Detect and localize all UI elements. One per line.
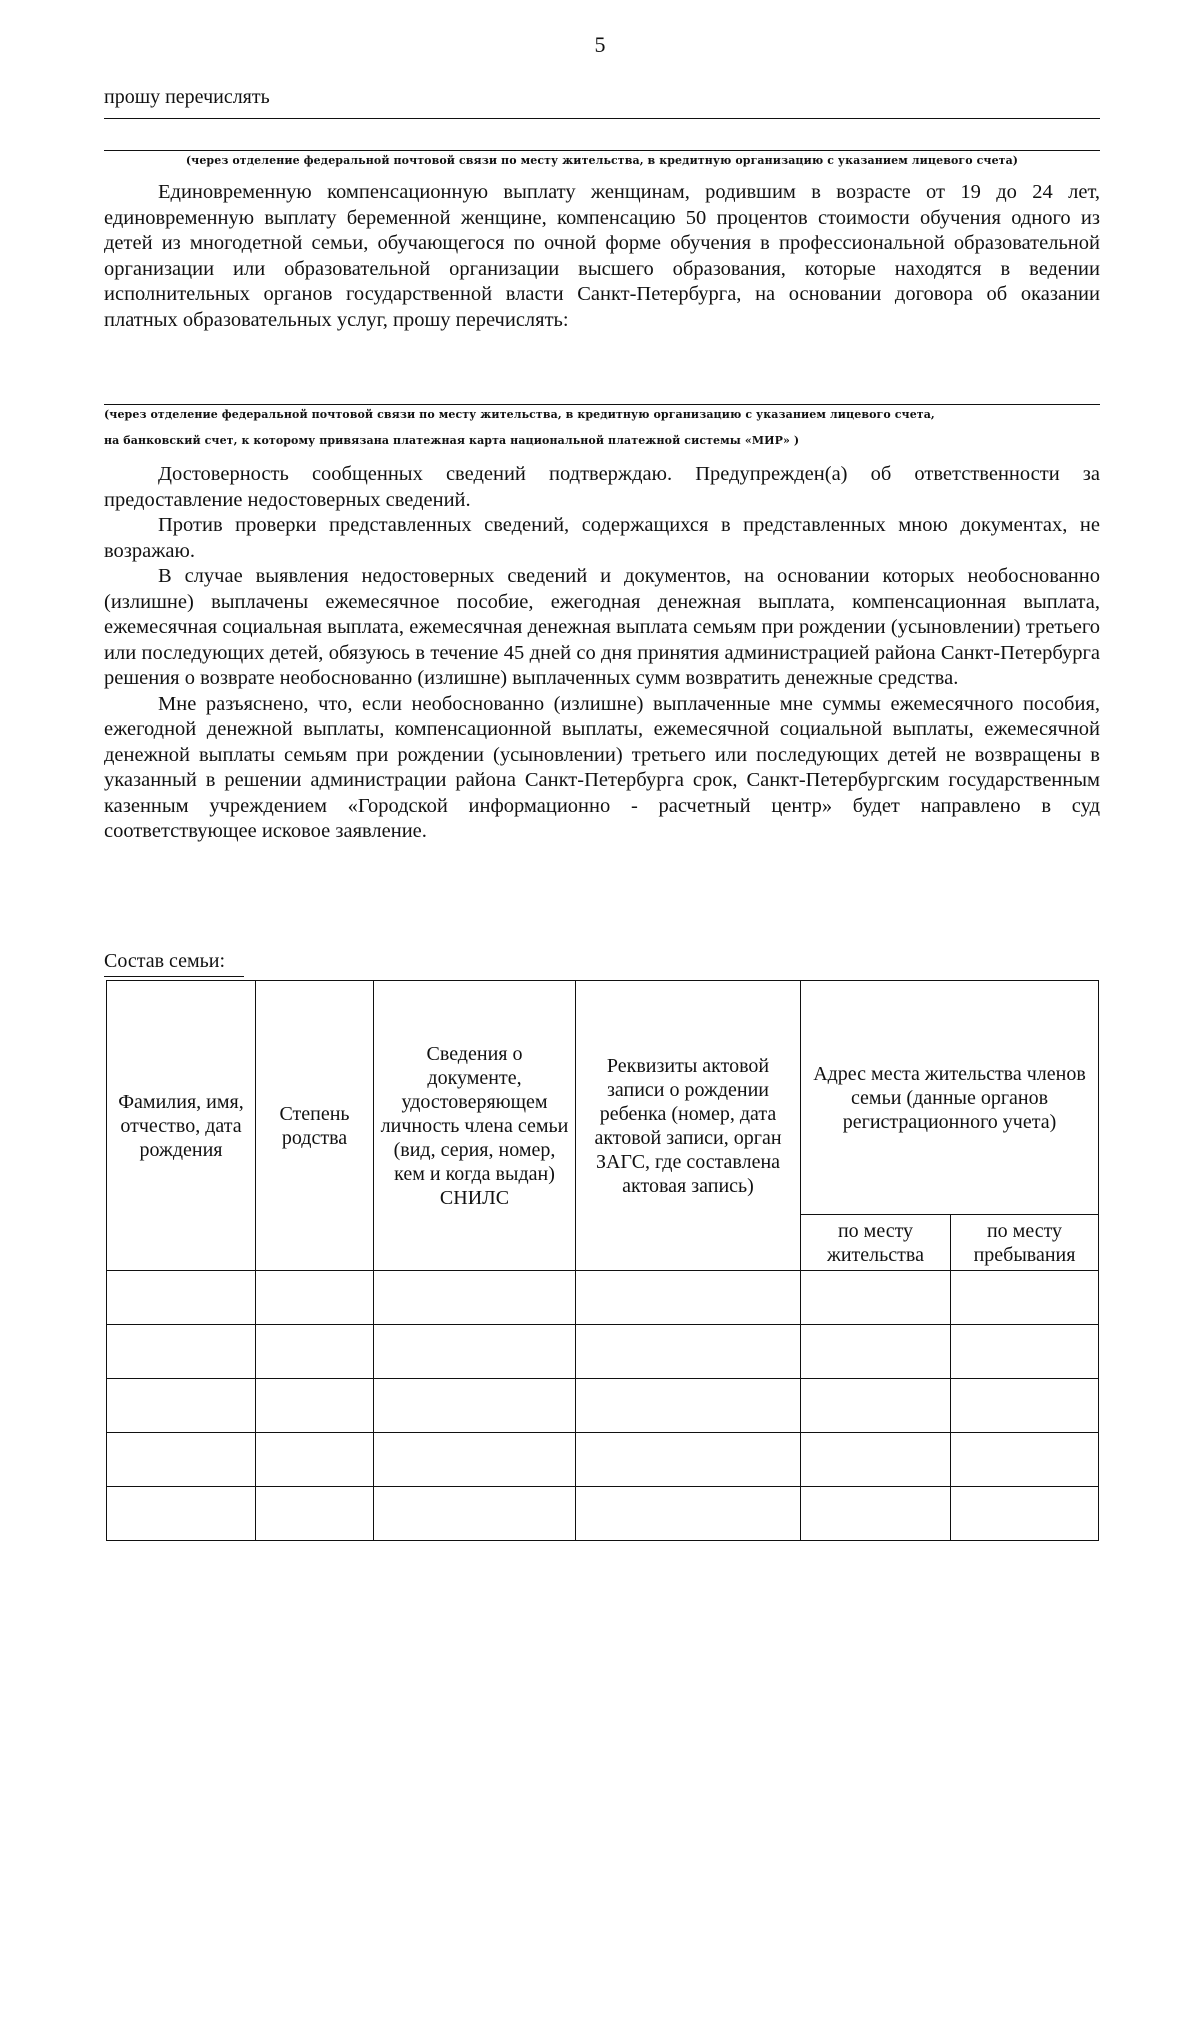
header-birth-record: Реквизиты актовой записи о рождении ребенка (номер, дата актовой записи, орган ЗАГС, где составлена актовая запись) (576, 981, 801, 1271)
paragraph-reliability: Достоверность сообщенных сведений подтверждаю. Предупрежден(а) об ответственности за предоставление недостоверных сведений. (104, 463, 1100, 511)
family-composition-table (106, 980, 1099, 1541)
paragraph-refund-obligation: В случае выявления недостоверных сведений и документов, на основании которых необоснованно (излишне) выплачены ежемесячное пособие, ежегодная денежная выплата, компенсационная выплата, ежемесячная социальная выплата, ежемесячная денежная выплата семьям при рождении (усыновлении) третьего или последующих детей, обязуюсь в течение 45 дней со дня принятия администрацией района Санкт-Петербурга решения о возврате необоснованно (излишне) выплаченных сумм возвратить денежные средства. (104, 565, 1100, 689)
cell-address-residence[interactable] (801, 1379, 951, 1433)
cell-document[interactable] (374, 1487, 576, 1541)
main-paragraph: Единовременную компенсационную выплату женщинам, родившим в возрасте от 19 до 24 лет, единовременную выплату беременной женщине, компенсацию 50 процентов стоимости обучения одного из детей из многодетной семьи, обучающегося по очной форме обучения в профессиональной образовательной организации или образовательной организации высшего образования, которые находятся в ведении исполнительных органов государственной власти Санкт-Петербурга, на основании договора об оказании платных образовательных услуг, прошу перечислять: (104, 181, 1100, 331)
cell-address-stay[interactable] (951, 1487, 1099, 1541)
fill-line-1[interactable] (104, 118, 1100, 119)
family-table-title: Состав семьи: (104, 950, 226, 972)
cell-document[interactable] (374, 1379, 576, 1433)
cell-birth-record[interactable] (576, 1433, 801, 1487)
main-paragraph-block (104, 180, 1100, 333)
cell-relation[interactable] (256, 1325, 374, 1379)
cell-relation[interactable] (256, 1487, 374, 1541)
cell-address-stay[interactable] (951, 1271, 1099, 1325)
paragraph-verification: Против проверки представленных сведений, содержащихся в представленных мною документах, не возражаю. (104, 514, 1100, 562)
cell-address-residence[interactable] (801, 1271, 951, 1325)
cell-name[interactable] (107, 1325, 256, 1379)
header-relation: Степень родства (256, 981, 374, 1271)
cell-address-residence[interactable] (801, 1487, 951, 1541)
cell-name[interactable] (107, 1487, 256, 1541)
cell-address-stay[interactable] (951, 1433, 1099, 1487)
table-row (107, 1487, 1099, 1541)
cell-address-stay[interactable] (951, 1325, 1099, 1379)
cell-birth-record[interactable] (576, 1325, 801, 1379)
transfer-note-1: (через отделение федеральной почтовой связи по месту жительства, в кредитную организацию с указанием лицевого счета) (185, 154, 1019, 167)
declarations-block (104, 462, 1100, 845)
transfer-note-2-line1: (через отделение федеральной почтовой связи по месту жительства, в кредитную организацию с указанием лицевого счета, (104, 408, 935, 421)
table-row (107, 1433, 1099, 1487)
cell-relation[interactable] (256, 1433, 374, 1487)
cell-document[interactable] (374, 1271, 576, 1325)
header-address: Адрес места жительства членов семьи (данные органов регистрационного учета) (801, 981, 1099, 1215)
cell-address-stay[interactable] (951, 1379, 1099, 1433)
page-number: 5 (594, 32, 606, 57)
header-name: Фамилия, имя, отчество, дата рождения (107, 981, 256, 1271)
cell-relation[interactable] (256, 1379, 374, 1433)
family-title-underline (104, 976, 244, 977)
cell-document[interactable] (374, 1325, 576, 1379)
header-address-residence: по месту жительства (801, 1215, 951, 1271)
table-row (107, 1271, 1099, 1325)
table-row (107, 1325, 1099, 1379)
cell-name[interactable] (107, 1271, 256, 1325)
cell-birth-record[interactable] (576, 1379, 801, 1433)
paragraph-court-notice: Мне разъяснено, что, если необоснованно (излишне) выплаченные мне суммы ежемесячного пособия, ежегодной денежной выплаты, компенсационной выплаты, ежемесячной социальной выплаты, ежемесячной денежной выплаты семьям при рождении (усыновлении) третьего или последующих детей не возвращены в указанный в решении администрации района Санкт-Петербурга срок, Санкт-Петербургским государственным казенным учреждением «Городской информационно - расчетный центр» будет направлено в суд соответствующее исковое заявление. (104, 692, 1100, 842)
cell-name[interactable] (107, 1433, 256, 1487)
cell-relation[interactable] (256, 1271, 374, 1325)
cell-name[interactable] (107, 1379, 256, 1433)
transfer-note-2-line2: на банковский счет, к которому привязана платежная карта национальной платежной системы «МИР» ) (104, 434, 800, 447)
cell-document[interactable] (374, 1433, 576, 1487)
cell-address-residence[interactable] (801, 1433, 951, 1487)
transfer-label-1: прошу перечислять (104, 86, 270, 108)
cell-birth-record[interactable] (576, 1271, 801, 1325)
cell-address-residence[interactable] (801, 1325, 951, 1379)
table-row (107, 1379, 1099, 1433)
header-address-stay: по месту пребывания (951, 1215, 1099, 1271)
cell-birth-record[interactable] (576, 1487, 801, 1541)
header-document: Сведения о документе, удостоверяющем личность члена семьи (вид, серия, номер, кем и когда выдан) СНИЛС (374, 981, 576, 1271)
